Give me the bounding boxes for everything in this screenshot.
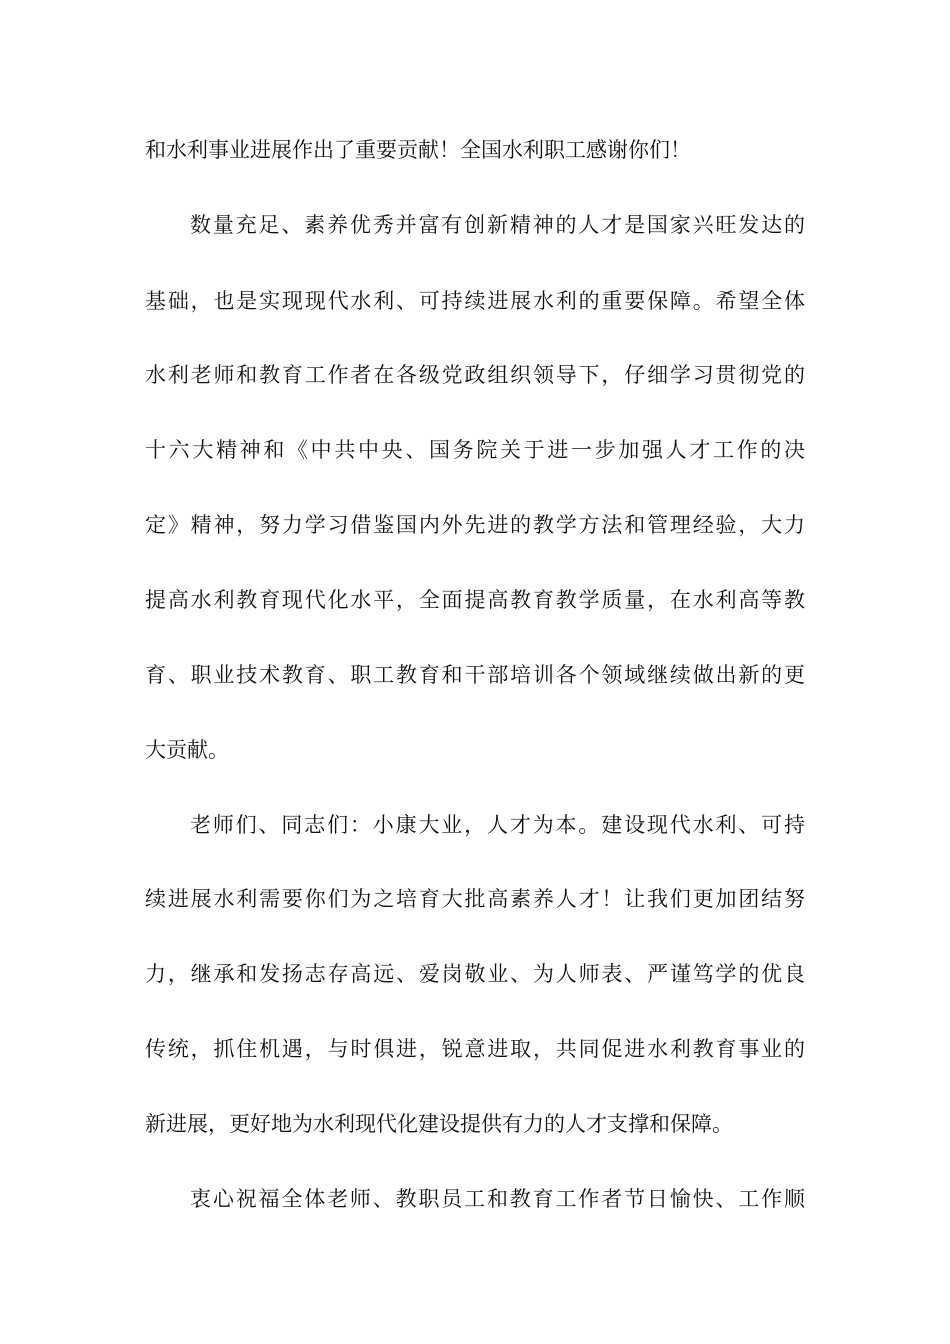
text-line: 定》精神，努力学习借鉴国内外先进的教学方法和管理经验，大力 [145, 513, 805, 537]
text-line: 新进展，更好地为水利现代化建设提供有力的人才支撑和保障。 [145, 1112, 733, 1136]
text-line: 和水利事业进展作出了重要贡献！全国水利职工感谢你们！ [145, 138, 691, 162]
text-line: 提高水利教育现代化水平，全面提高教育教学质量，在水利高等教 [145, 588, 805, 612]
text-line: 传统，抓住机遇，与时俱进，锐意进取，共同促进水利教育事业的 [145, 1037, 805, 1061]
text-line: 基础，也是实现现代水利、可持续进展水利的重要保障。希望全体 [145, 289, 805, 313]
text-line: 水利老师和教育工作者在各级党政组织领导下，仔细学习贯彻党的 [145, 363, 805, 387]
text-line: 续进展水利需要你们为之培育大批高素养人才！让我们更加团结努 [145, 887, 805, 911]
text-line: 力，继承和发扬志存高远、爱岗敬业、为人师表、严谨笃学的优良 [145, 962, 805, 986]
paragraph-first-line: 老师们、同志们：小康大业，人才为本。建设现代水利、可持 [190, 813, 805, 837]
text-line: 十六大精神和《中共中央、国务院关于进一步加强人才工作的决 [145, 438, 805, 462]
paragraph-first-line: 衷心祝福全体老师、教职员工和教育工作者节日愉快、工作顺 [190, 1187, 805, 1211]
text-line: 育、职业技术教育、职工教育和干部培训各个领域继续做出新的更 [145, 663, 805, 687]
paragraph-first-line: 数量充足、素养优秀并富有创新精神的人才是国家兴旺发达的 [190, 213, 805, 237]
text-line: 大贡献。 [145, 738, 229, 762]
